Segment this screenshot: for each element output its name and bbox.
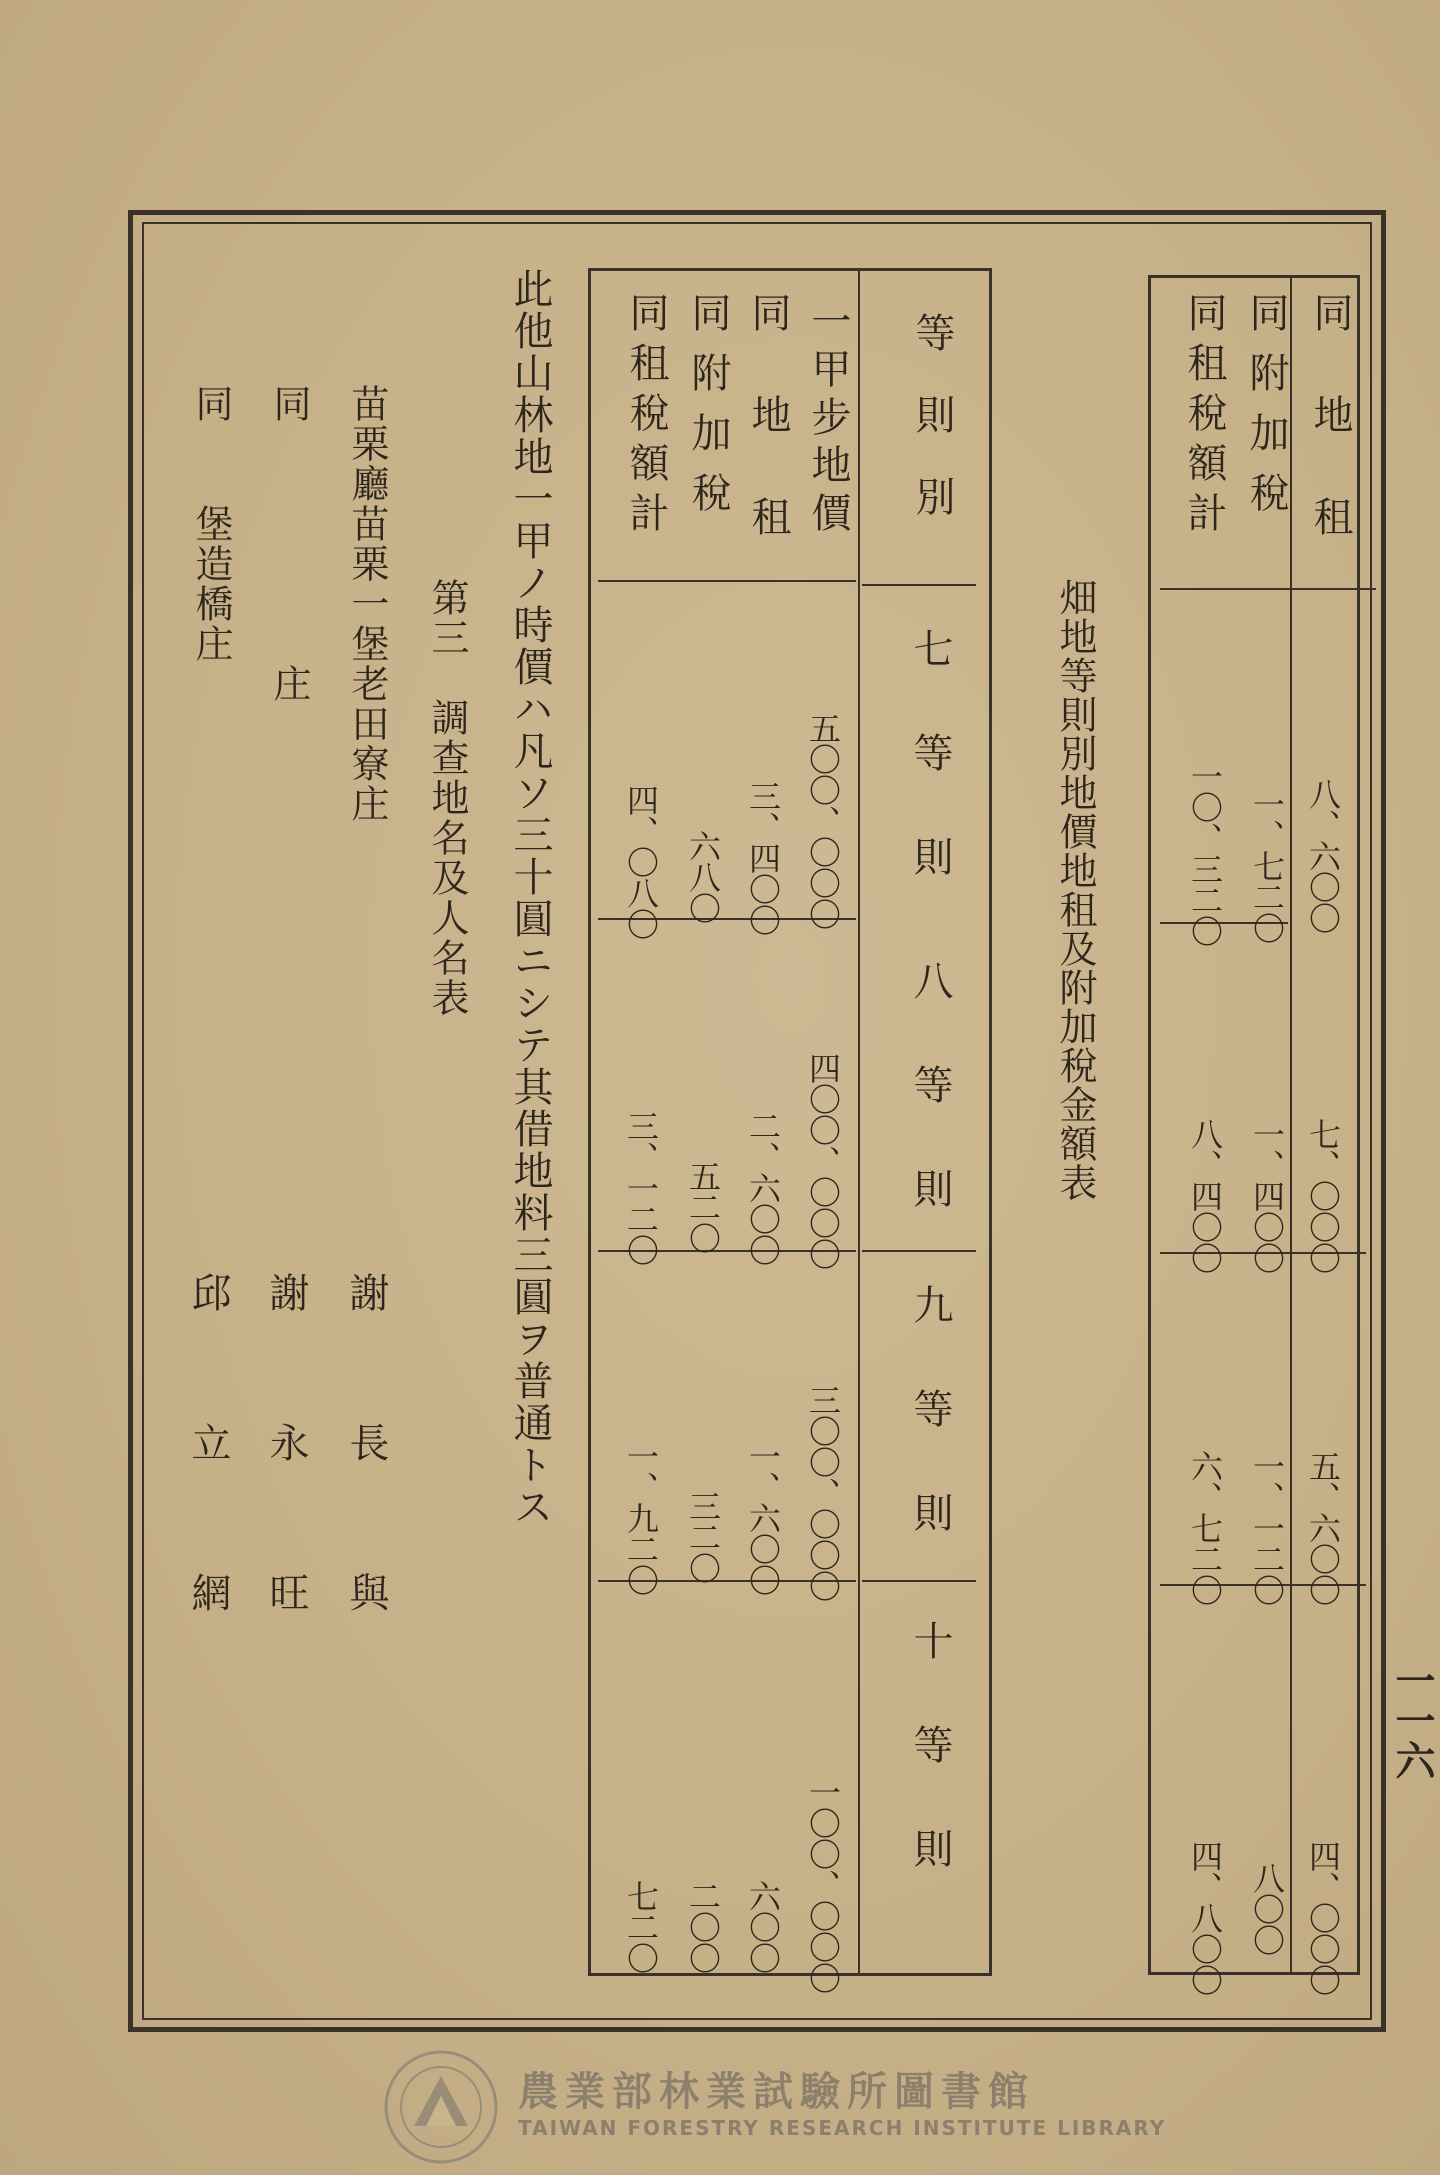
table2-cell: 七二〇 [622,1880,660,1973]
table2-label-landprice: 一甲步地價 [805,300,851,540]
table2-header: 等則別 [909,312,955,558]
table2-cell: 三、四〇〇 [744,780,782,935]
watermark-english: TAIWAN FORESTRY RESEARCH INSTITUTE LIBRARY [518,2116,1167,2140]
place-name: 苗栗廳苗栗一堡老田寮庄 [345,384,389,824]
person-name: 邱立網 [185,1272,231,1722]
table1-label-total: 同租稅額計 [1181,292,1227,542]
person-name: 謝永旺 [263,1272,309,1722]
table2-grade-8: 八等則 [907,960,953,1272]
table1-label-surtax: 同附加稅 [1243,292,1289,532]
table2-row-rule [598,580,856,582]
table2-grade-9: 九等則 [907,1284,953,1596]
table2-divider [858,271,860,1973]
table2-cell: 六〇〇 [744,1880,782,1973]
table1-cell: 四、〇〇〇 [1304,1840,1342,1995]
table2-cell: 一、六〇〇 [744,1440,782,1595]
table1-cell: 一、四〇〇 [1248,1118,1286,1273]
table2-cell: 二〇〇 [684,1880,722,1973]
table1-cell: 一〇、三二〇 [1186,760,1224,946]
table1-divider [1290,278,1292,1972]
table1-cell: 八、四〇〇 [1186,1118,1224,1273]
page-number: 一一六 [1389,1660,1436,1780]
person-name: 謝長與 [343,1272,389,1722]
table2-cell: 三二〇 [684,1490,722,1583]
place-name: 同 堡造橋庄 [189,384,233,664]
table2-grade-7: 七等則 [907,628,953,940]
table2-cell: 五二〇 [684,1160,722,1253]
table1-cell: 六、七二〇 [1186,1450,1224,1605]
table1-cell: 四、八〇〇 [1186,1840,1224,1995]
note-text: 此他山林地一甲ノ時價ハ凡ソ三十圓ニシテ其借地料三圓ヲ普通トス [507,268,553,1528]
table1-cell: 一、七二〇 [1248,788,1286,943]
table2-cell: 五〇〇、〇〇〇 [804,712,842,929]
table2-cell: 四、〇八〇 [622,784,660,939]
table2-cell: 一、九二〇 [622,1440,660,1595]
watermark-chinese: 農業部林業試驗所圖書館 [518,2069,1035,2115]
table2-cell: 一〇〇、〇〇〇 [804,1776,842,1993]
section-title: 第三 調查地名及人名表 [425,578,469,1018]
table2-grade-10: 十等則 [907,1620,953,1932]
table1-cell: 八、六〇〇 [1304,778,1342,933]
table1-cell: 八〇〇 [1248,1862,1286,1955]
table2-cell: 三〇〇、〇〇〇 [804,1384,842,1601]
table2-cell: 四〇〇、〇〇〇 [804,1052,842,1269]
table2-label-rent: 同地租 [745,292,791,598]
table1-cell: 七、〇〇〇 [1304,1118,1342,1273]
table2-cell: 六八〇 [684,830,722,923]
table2-cell: 二、六〇〇 [744,1110,782,1265]
table1-label-rent: 同地租 [1307,292,1353,598]
place-name: 同 庄 [267,384,311,704]
library-seal-icon [382,2048,500,2166]
table-title: 畑地等則別地價地租及附加稅金額表 [1053,578,1097,1202]
table2-cell: 三、一二〇 [622,1110,660,1265]
table2-label-surtax: 同附加稅 [685,292,731,532]
table1-cell: 五、六〇〇 [1304,1450,1342,1605]
table2-label-total: 同租稅額計 [623,292,669,542]
table1-cell: 一、一二〇 [1248,1450,1286,1605]
table2-grade-rule [862,584,976,586]
